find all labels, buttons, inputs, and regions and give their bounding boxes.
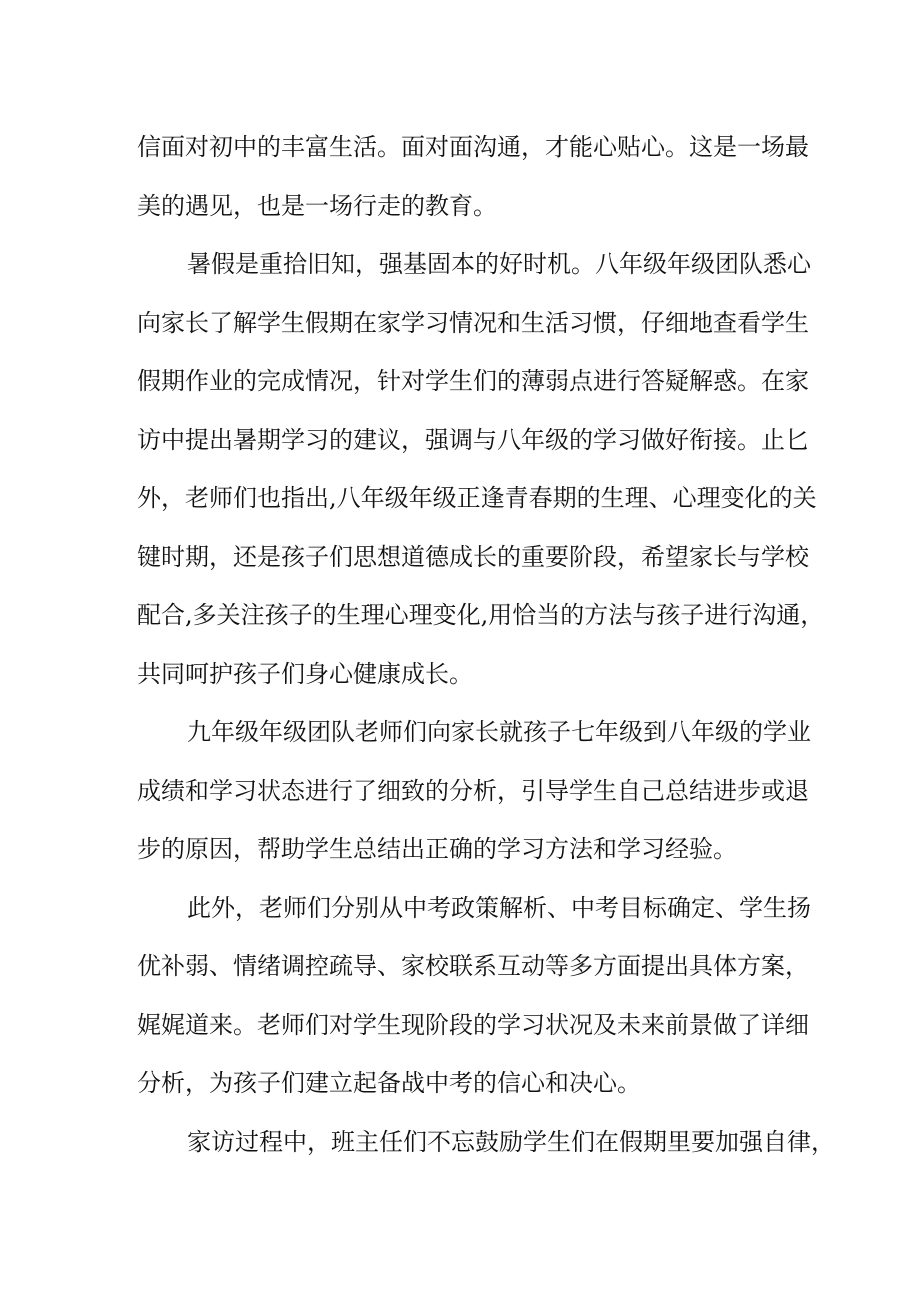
text-line: 共同呵护孩子们身心健康成长。 — [137, 659, 473, 688]
text-line: 家访过程中，班主任们不忘鼓励学生们在假期里要加强自律， — [187, 1127, 835, 1156]
text-line: 配合,多关注孩子的生理心理变化,用恰当的方法与孩子进行沟通， — [137, 601, 825, 629]
text-line: 外，老师们也指出,八年级年级正逢青春期的生理、心理变化的关 — [137, 484, 817, 512]
text-line: 美的遇见，也是一场行走的教育。 — [137, 191, 497, 220]
text-line: 成绩和学习状态进行了细致的分析，引导学生自己总结进步或退 — [137, 776, 809, 805]
paragraph — [137, 118, 809, 235]
text-line: 向家长了解学生假期在家学习情况和生活习惯，仔细地查看学生 — [137, 308, 809, 337]
text-line: 信面对初中的丰富生活。面对面沟通，才能心贴心。这是一场最 — [137, 133, 809, 161]
text-line: 此外，老师们分别从中考政策解析、中考目标确定、学生扬 — [187, 893, 811, 922]
document-body — [137, 118, 835, 1171]
paragraph — [137, 703, 811, 879]
text-line: 分析，为孩子们建立起备战中考的信心和决心。 — [137, 1069, 641, 1097]
text-line: 暑假是重拾旧知，强基固本的好时机。八年级年级团队悉心 — [187, 250, 811, 278]
paragraph — [137, 1113, 835, 1172]
paragraph — [137, 235, 825, 703]
text-line: 访中提出暑期学习的建议，强调与八年级的学习做好衔接。止匕 — [137, 425, 809, 454]
paragraph — [137, 879, 811, 1113]
text-line: 步的原因，帮助学生总结出正确的学习方法和学习经验。 — [137, 835, 737, 863]
text-line: 优补弱、情绪调控疏导、家校联系互动等多方面提出具体方案， — [137, 952, 809, 980]
text-line: 娓娓道来。老师们对学生现阶段的学习状况及未来前景做了详细 — [137, 1010, 809, 1039]
text-line: 键时期，还是孩子们思想道德成长的重要阶段，希望家长与学校 — [137, 542, 809, 571]
text-line: 九年级年级团队老师们向家长就孩子七年级到八年级的学业 — [187, 718, 811, 746]
text-line: 假期作业的完成情况，针对学生们的薄弱点进行答疑解惑。在家 — [137, 367, 809, 395]
